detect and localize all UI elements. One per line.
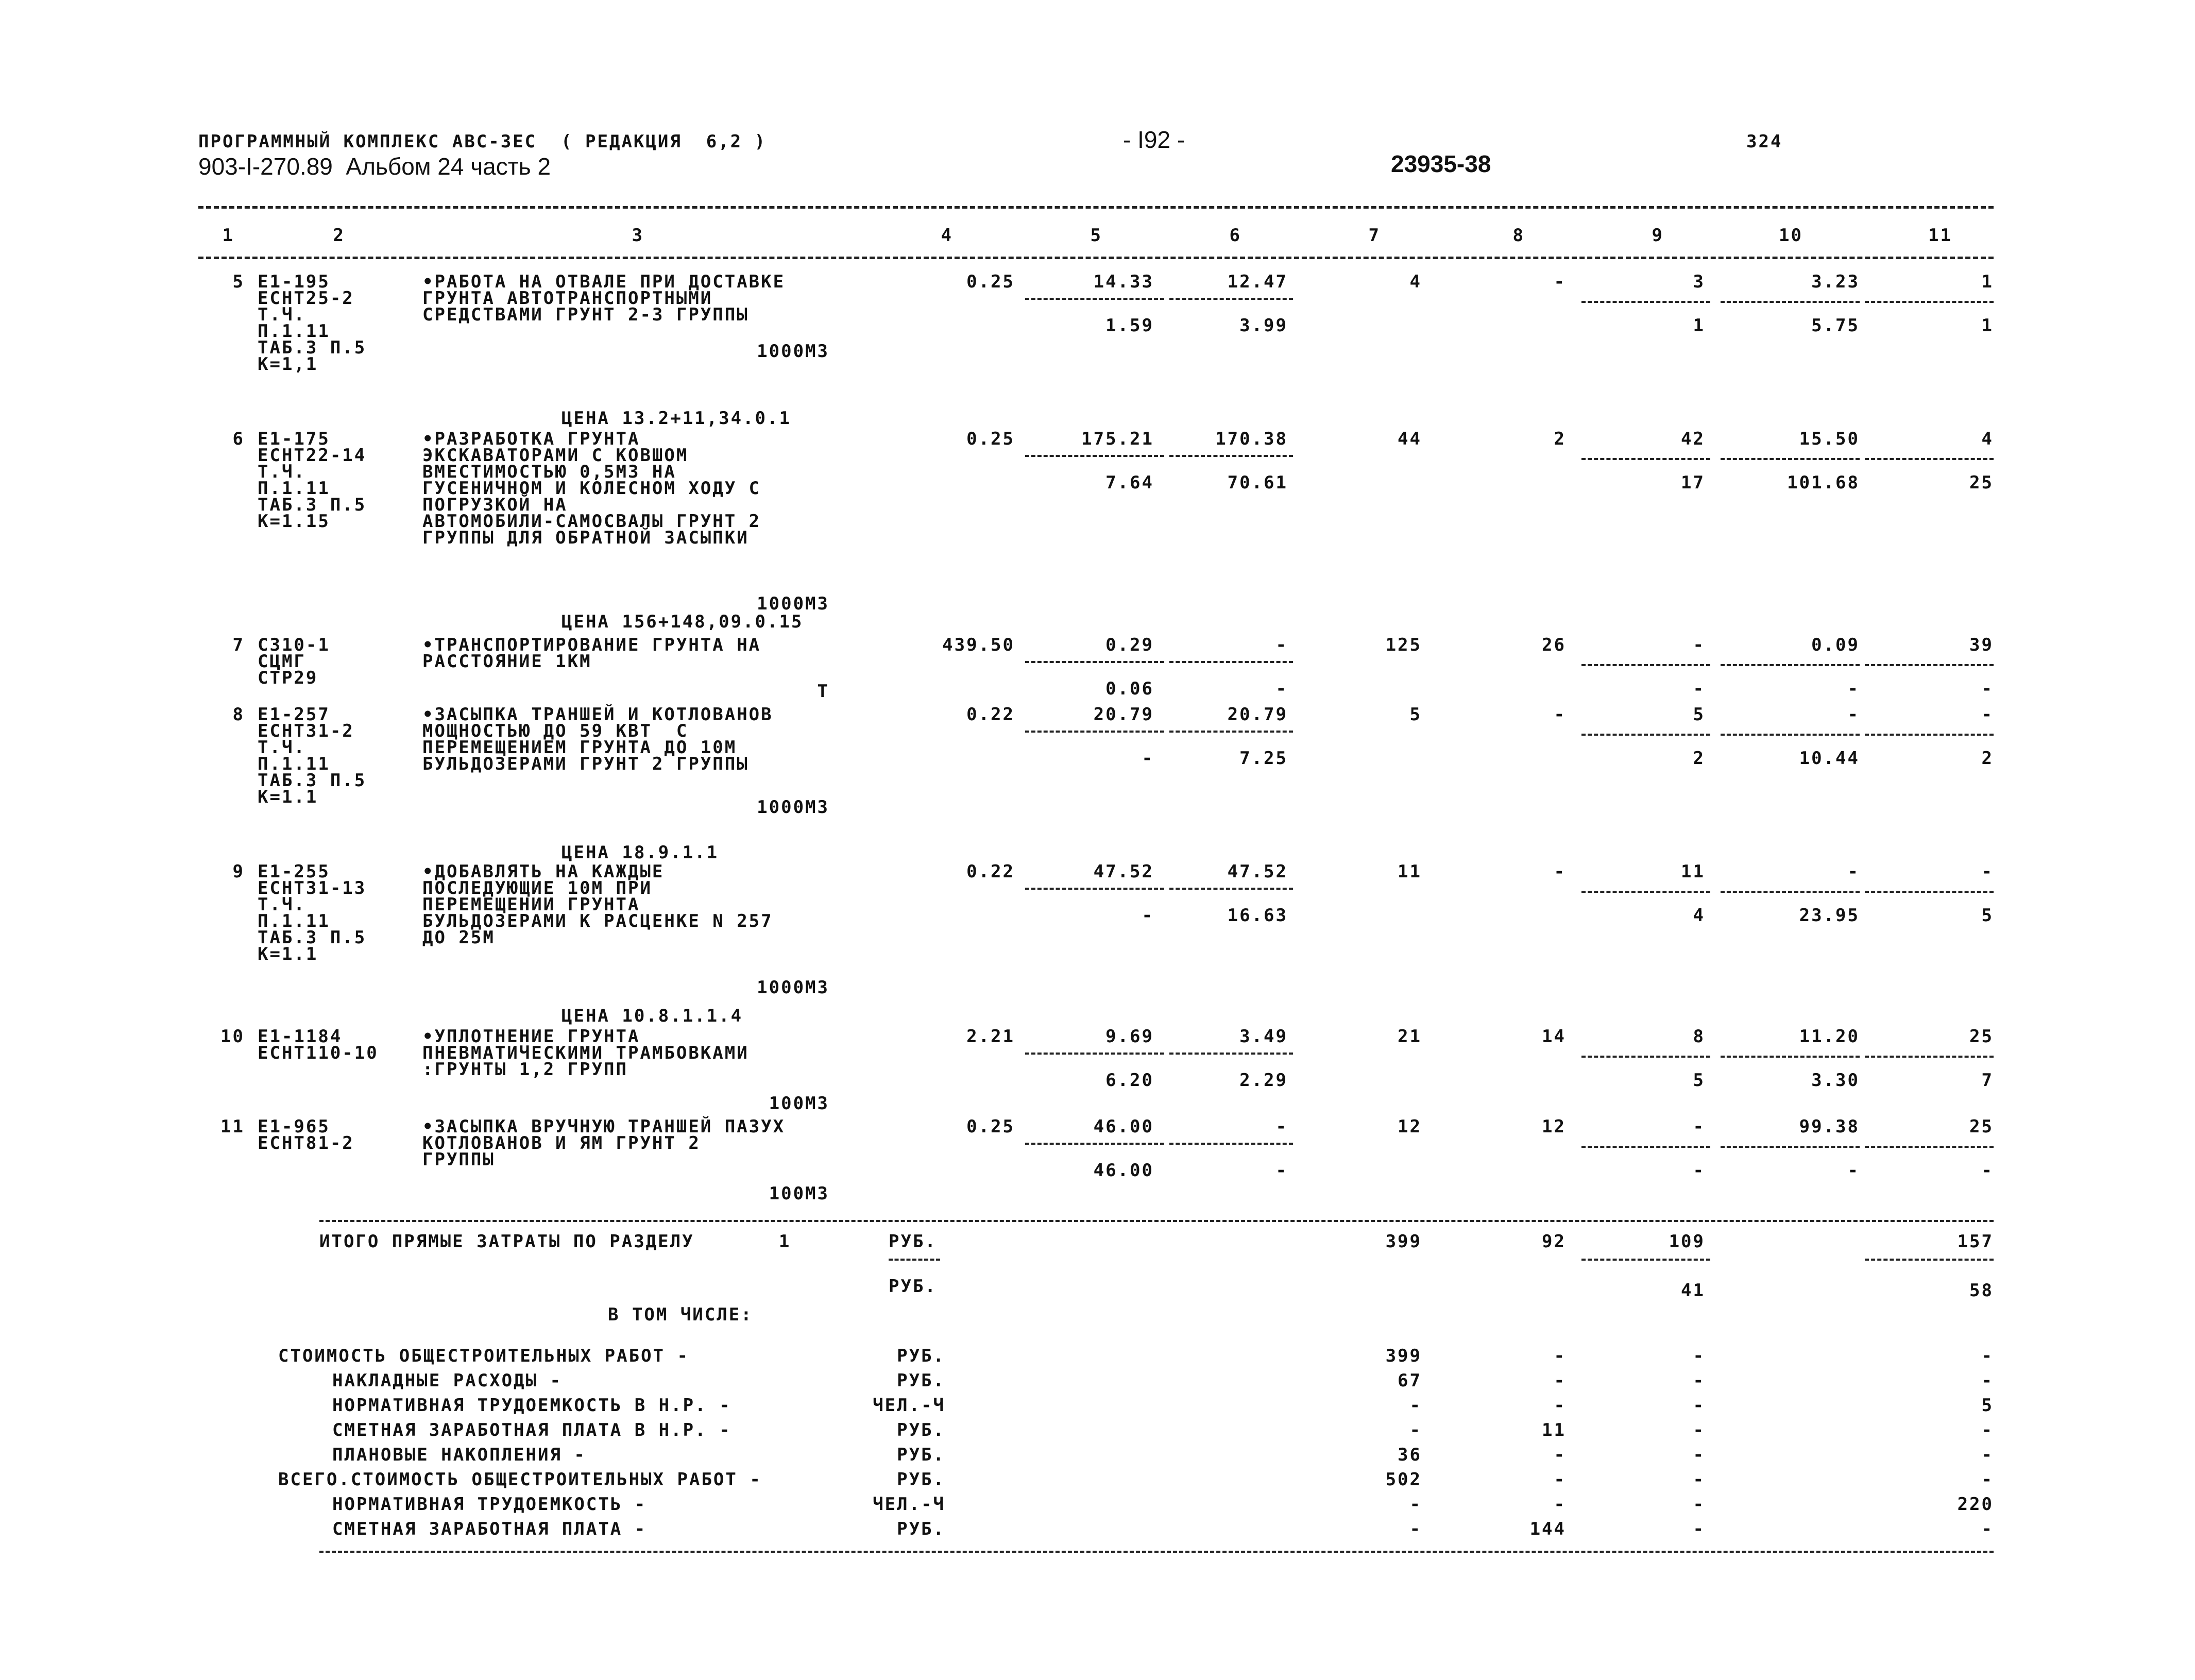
row-code-line: Е1-195	[258, 271, 330, 292]
row-c6-rule	[1169, 1143, 1293, 1145]
row-c4: 0.22	[966, 861, 1015, 882]
row-c10: 11.20	[1799, 1026, 1860, 1047]
row-c8: -	[1554, 704, 1566, 725]
row-c9-rule	[1581, 664, 1710, 666]
summary-c8: -	[1554, 1370, 1566, 1391]
row-description-line: МОЩНОСТЬЮ ДО 59 КВТ С	[422, 721, 689, 741]
row-number: 11	[220, 1116, 245, 1137]
summary-label: СМЕТНАЯ ЗАРАБОТНАЯ ПЛАТА В Н.Р. -	[332, 1420, 731, 1440]
column-header-4: 4	[941, 225, 953, 246]
row-c6: 12.47	[1227, 271, 1288, 292]
row-c6-rule	[1169, 298, 1293, 300]
row-code-line: ТАБ.3 П.5	[258, 927, 367, 948]
row-number: 5	[232, 271, 245, 292]
row-c10-second: -	[1847, 678, 1860, 699]
row-description-line: БУЛЬДОЗЕРАМИ К РАСЦЕНКЕ N 257	[422, 911, 773, 931]
row-code-line: ЕСНТ31-2	[258, 721, 354, 741]
row-c9-second: 17	[1681, 472, 1705, 493]
summary-c11: -	[1981, 1346, 1994, 1366]
row-c11: -	[1981, 861, 1994, 882]
row-code-line: ЕСНТ31-13	[258, 878, 367, 898]
row-c9-rule	[1581, 891, 1710, 893]
row-description-line: •ЗАСЫПКА ВРУЧНУЮ ТРАНШЕЙ ПАЗУХ	[422, 1116, 786, 1137]
row-c9: 42	[1681, 429, 1705, 449]
row-c11-rule	[1865, 1146, 1994, 1148]
page-number: - I92 -	[1123, 126, 1185, 153]
summary-c11: -	[1981, 1445, 1994, 1465]
row-number: 9	[232, 861, 245, 882]
row-c5-second: 46.00	[1093, 1160, 1154, 1181]
summary-label: НОРМАТИВНАЯ ТРУДОЕМКОСТЬ -	[332, 1494, 647, 1515]
row-c11-rule	[1865, 664, 1994, 666]
row-c10-rule	[1721, 1056, 1860, 1058]
row-c10: 99.38	[1799, 1116, 1860, 1137]
row-code-line: П.1.11	[258, 321, 330, 342]
row-c4: 0.25	[966, 271, 1015, 292]
row-description-line: ГРУППЫ ДЛЯ ОБРАТНОЙ ЗАСЫПКИ	[422, 528, 749, 548]
row-unit: Т	[817, 681, 829, 702]
row-c10-rule	[1721, 458, 1860, 460]
summary-c11: 5	[1981, 1395, 1994, 1416]
row-c11-second: -	[1981, 678, 1994, 699]
row-code-line: СТР29	[258, 668, 318, 688]
row-code-line: П.1.11	[258, 911, 330, 931]
row-c11-rule	[1865, 458, 1994, 460]
row-description-line: ГРУНТА АВТОТРАНСПОРТНЫМИ	[422, 288, 713, 309]
row-description-line: •УПЛОТНЕНИЕ ГРУНТА	[422, 1026, 640, 1047]
row-c6-second: 3.99	[1239, 315, 1288, 336]
row-c5: 46.00	[1093, 1116, 1154, 1137]
summary-c11: 220	[1957, 1494, 1994, 1515]
row-description-line: :ГРУНТЫ 1,2 ГРУПП	[422, 1059, 628, 1080]
row-description-line: ГУСЕНИЧНОМ И КОЛЕСНОМ ХОДУ С	[422, 478, 761, 499]
row-c7: 125	[1385, 635, 1422, 655]
summary-label: ПЛАНОВЫЕ НАКОПЛЕНИЯ -	[332, 1445, 586, 1465]
summary-unit: РУБ.	[897, 1420, 945, 1440]
summary-c7: 399	[1385, 1346, 1422, 1366]
row-price-note: ЦЕНА 13.2+11,34.0.1	[561, 408, 791, 429]
row-c4: 0.22	[966, 704, 1015, 725]
row-c9: 11	[1681, 861, 1705, 882]
summary-unit: РУБ.	[897, 1346, 945, 1366]
row-c8: -	[1554, 271, 1566, 292]
summary-unit: ЧЕЛ.-Ч	[873, 1494, 945, 1515]
summary-c9: -	[1693, 1519, 1705, 1539]
row-c8: 12	[1542, 1116, 1566, 1137]
row-c11-second: -	[1981, 1160, 1994, 1181]
row-unit: 1000М3	[757, 593, 829, 614]
row-number: 10	[220, 1026, 245, 1047]
row-code-line: ТАБ.3 П.5	[258, 337, 367, 358]
row-unit: 1000М3	[757, 977, 829, 998]
row-c5-rule	[1025, 661, 1164, 663]
row-c5-rule	[1025, 731, 1164, 733]
row-c10-rule	[1721, 891, 1860, 893]
row-code-line: ТАБ.3 П.5	[258, 495, 367, 515]
row-c10-rule	[1721, 301, 1860, 303]
row-c6-second: -	[1275, 678, 1288, 699]
totals-top-rule	[319, 1220, 1994, 1222]
row-description-line: •ЗАСЫПКА ТРАНШЕЙ И КОТЛОВАНОВ	[422, 704, 773, 725]
totals-unit-1: РУБ.	[889, 1231, 937, 1252]
row-price-note: ЦЕНА 10.8.1.1.4	[561, 1006, 743, 1026]
row-c10-rule	[1721, 1146, 1860, 1148]
row-c6-rule	[1169, 1053, 1293, 1055]
row-description-line: ГРУППЫ	[422, 1149, 495, 1170]
summary-unit: РУБ.	[897, 1469, 945, 1490]
header-bottom-rule	[198, 257, 1994, 259]
summary-label: СТОИМОСТЬ ОБЩЕСТРОИТЕЛЬНЫХ РАБОТ -	[278, 1346, 689, 1366]
row-c9: 8	[1693, 1026, 1705, 1047]
row-price-note: ЦЕНА 18.9.1.1	[561, 842, 719, 863]
row-number: 8	[232, 704, 245, 725]
row-c5-rule	[1025, 298, 1164, 300]
row-code-line: ЕСНТ110-10	[258, 1043, 379, 1063]
row-c9: -	[1693, 1116, 1705, 1137]
row-code-line: Е1-257	[258, 704, 330, 725]
row-c11-rule	[1865, 301, 1994, 303]
row-c10-rule	[1721, 734, 1860, 736]
column-header-5: 5	[1090, 225, 1102, 246]
summary-c7: 502	[1385, 1469, 1422, 1490]
totals-c8: 92	[1542, 1231, 1566, 1252]
row-c9-second: 1	[1693, 315, 1705, 336]
in-total-label: В ТОМ ЧИСЛЕ:	[608, 1304, 753, 1325]
column-header-9: 9	[1652, 225, 1664, 246]
column-header-2: 2	[333, 225, 345, 246]
row-code-line: ТАБ.3 П.5	[258, 770, 367, 791]
totals-c11-rule	[1865, 1259, 1994, 1261]
row-code-line: Е1-255	[258, 861, 330, 882]
row-c5-second: 0.06	[1105, 678, 1154, 699]
row-description-line: АВТОМОБИЛИ-САМОСВАЛЫ ГРУНТ 2	[422, 511, 761, 532]
row-code-line: ЕСНТ25-2	[258, 288, 354, 309]
row-c5-rule	[1025, 1053, 1164, 1055]
row-code-line: Т.Ч.	[258, 737, 306, 758]
totals-c9-rule	[1581, 1259, 1710, 1261]
document-number: 23935-38	[1391, 150, 1491, 177]
row-c11: 4	[1981, 429, 1994, 449]
row-c10: 3.23	[1811, 271, 1860, 292]
row-c11: 39	[1969, 635, 1994, 655]
totals-c9b: 41	[1681, 1280, 1705, 1301]
row-c10-second: -	[1847, 1160, 1860, 1181]
column-header-3: 3	[632, 225, 644, 246]
row-code-line: П.1.11	[258, 754, 330, 774]
summary-c9: -	[1693, 1494, 1705, 1515]
row-description-line: •РАБОТА НА ОТВАЛЕ ПРИ ДОСТАВКЕ	[422, 271, 786, 292]
row-c11-second: 2	[1981, 748, 1994, 769]
row-code-line: Е1-1184	[258, 1026, 343, 1047]
row-c10: -	[1847, 861, 1860, 882]
summary-c8: -	[1554, 1469, 1566, 1490]
program-title: ПРОГРАММНЫЙ КОМПЛЕКС АВС-ЗЕС ( РЕДАКЦИЯ 6,2 )	[198, 131, 767, 152]
summary-label: СМЕТНАЯ ЗАРАБОТНАЯ ПЛАТА -	[332, 1519, 647, 1539]
row-code-line: Т.Ч.	[258, 462, 306, 482]
row-c9-second: 5	[1693, 1070, 1705, 1091]
row-description-line: ПЕРЕМЕЩЕНИИ ГРУНТА	[422, 894, 640, 915]
row-c6-rule	[1169, 888, 1293, 890]
row-c10-second: 23.95	[1799, 905, 1860, 926]
row-description-line: ДО 25М	[422, 927, 495, 948]
totals-label: ИТОГО ПРЯМЫЕ ЗАТРАТЫ ПО РАЗДЕЛУ 1	[319, 1231, 791, 1252]
row-description-line: ПЕРЕМЕЩЕНИЕМ ГРУНТА ДО 10М	[422, 737, 737, 758]
row-c11-rule	[1865, 891, 1994, 893]
totals-unit-2: РУБ.	[889, 1276, 937, 1297]
summary-c9: -	[1693, 1420, 1705, 1440]
row-c9-rule	[1581, 1146, 1710, 1148]
row-c9: -	[1693, 635, 1705, 655]
row-c5-second: -	[1142, 748, 1154, 769]
row-c9-rule	[1581, 734, 1710, 736]
summary-c11: -	[1981, 1370, 1994, 1391]
column-header-1: 1	[222, 225, 234, 246]
row-c4: 2.21	[966, 1026, 1015, 1047]
summary-c9: -	[1693, 1445, 1705, 1465]
row-description-line: КОТЛОВАНОВ И ЯМ ГРУНТ 2	[422, 1133, 701, 1153]
summary-unit: ЧЕЛ.-Ч	[873, 1395, 945, 1416]
row-description-line: •РАЗРАБОТКА ГРУНТА	[422, 429, 640, 449]
row-c6: 47.52	[1227, 861, 1288, 882]
row-description-line: ПОСЛЕДУЮЩИЕ 10М ПРИ	[422, 878, 652, 898]
summary-c11: -	[1981, 1519, 1994, 1539]
row-c6: -	[1275, 1116, 1288, 1137]
row-c10-second: 5.75	[1811, 315, 1860, 336]
row-description-line: ПНЕВМАТИЧЕСКИМИ ТРАМБОВКАМИ	[422, 1043, 749, 1063]
totals-c7: 399	[1385, 1231, 1422, 1252]
summary-c8: -	[1554, 1494, 1566, 1515]
summary-label: ВСЕГО.СТОИМОСТЬ ОБЩЕСТРОИТЕЛЬНЫХ РАБОТ -	[278, 1469, 762, 1490]
row-c7: 5	[1409, 704, 1422, 725]
summary-c7: -	[1409, 1395, 1422, 1416]
summary-label: НАКЛАДНЫЕ РАСХОДЫ -	[332, 1370, 562, 1391]
summary-c9: -	[1693, 1469, 1705, 1490]
row-code-line: К=1.1	[258, 944, 318, 964]
summary-c9: -	[1693, 1395, 1705, 1416]
row-c5: 175.21	[1081, 429, 1154, 449]
row-c9-rule	[1581, 458, 1710, 460]
row-c5: 14.33	[1093, 271, 1154, 292]
album-reference: 903-I-270.89 Альбом 24 часть 2	[198, 153, 551, 180]
row-price-note: ЦЕНА 156+148,09.0.15	[561, 612, 804, 632]
row-c5-second: 7.64	[1105, 472, 1154, 493]
row-c10: 0.09	[1811, 635, 1860, 655]
row-unit: 1000М3	[757, 341, 829, 362]
row-c6: 3.49	[1239, 1026, 1288, 1047]
summary-c9: -	[1693, 1346, 1705, 1366]
totals-unit-rule	[889, 1259, 940, 1261]
row-c10-second: 10.44	[1799, 748, 1860, 769]
row-c9-second: -	[1693, 678, 1705, 699]
row-c7: 12	[1398, 1116, 1422, 1137]
row-c11-second: 7	[1981, 1070, 1994, 1091]
row-number: 6	[232, 429, 245, 449]
totals-c11b: 58	[1969, 1280, 1994, 1301]
row-c5-second: -	[1142, 905, 1154, 926]
row-c9: 3	[1693, 271, 1705, 292]
row-unit: 1000М3	[757, 797, 829, 818]
row-c10-rule	[1721, 664, 1860, 666]
row-c4: 0.25	[966, 429, 1015, 449]
row-code-line: К=1,1	[258, 354, 318, 375]
summary-c8: -	[1554, 1395, 1566, 1416]
row-c9-second: 2	[1693, 748, 1705, 769]
row-c7: 11	[1398, 861, 1422, 882]
row-c11-rule	[1865, 1056, 1994, 1058]
row-c5-second: 1.59	[1105, 315, 1154, 336]
row-c11: 25	[1969, 1116, 1994, 1137]
row-description-line: •ТРАНСПОРТИРОВАНИЕ ГРУНТА НА	[422, 635, 761, 655]
row-c11-rule	[1865, 734, 1994, 736]
row-c5-rule	[1025, 455, 1164, 457]
row-c9-rule	[1581, 1056, 1710, 1058]
row-code-line: С310-1	[258, 635, 330, 655]
summary-c8: 144	[1529, 1519, 1566, 1539]
row-description-line: СРЕДСТВАМИ ГРУНТ 2-3 ГРУППЫ	[422, 304, 749, 325]
row-c6: -	[1275, 635, 1288, 655]
summary-c8: 11	[1542, 1420, 1566, 1440]
column-header-7: 7	[1368, 225, 1381, 246]
column-header-11: 11	[1928, 225, 1952, 246]
row-c5-rule	[1025, 888, 1164, 890]
row-code-line: П.1.11	[258, 478, 330, 499]
row-description-line: РАССТОЯНИЕ 1КМ	[422, 651, 592, 672]
totals-c11: 157	[1957, 1231, 1994, 1252]
row-c11-second: 1	[1981, 315, 1994, 336]
summary-c7: -	[1409, 1519, 1422, 1539]
summary-label: НОРМАТИВНАЯ ТРУДОЕМКОСТЬ В Н.Р. -	[332, 1395, 731, 1416]
column-header-6: 6	[1229, 225, 1241, 246]
row-c10: -	[1847, 704, 1860, 725]
row-code-line: К=1.1	[258, 787, 318, 807]
summary-unit: РУБ.	[897, 1370, 945, 1391]
column-header-8: 8	[1512, 225, 1525, 246]
summary-c7: 67	[1398, 1370, 1422, 1391]
row-code-line: ЕСНТ81-2	[258, 1133, 354, 1153]
row-c8: 26	[1542, 635, 1566, 655]
row-c9: 5	[1693, 704, 1705, 725]
row-c6-second: 7.25	[1239, 748, 1288, 769]
row-c9-second: -	[1693, 1160, 1705, 1181]
summary-c8: -	[1554, 1346, 1566, 1366]
summary-c8: -	[1554, 1445, 1566, 1465]
summary-c11: -	[1981, 1469, 1994, 1490]
column-header-10: 10	[1779, 225, 1803, 246]
row-code-line: Т.Ч.	[258, 304, 306, 325]
row-code-line: Т.Ч.	[258, 894, 306, 915]
row-c5-second: 6.20	[1105, 1070, 1154, 1091]
row-c11-second: 25	[1969, 472, 1994, 493]
summary-unit: РУБ.	[897, 1519, 945, 1539]
row-code-line: ЕСНТ22-14	[258, 445, 367, 466]
row-c11: 1	[1981, 271, 1994, 292]
row-description-line: БУЛЬДОЗЕРАМИ ГРУНТ 2 ГРУППЫ	[422, 754, 749, 774]
row-unit: 100М3	[769, 1183, 829, 1204]
row-c11-second: 5	[1981, 905, 1994, 926]
row-description-line: •ДОБАВЛЯТЬ НА КАЖДЫЕ	[422, 861, 665, 882]
totals-c9: 109	[1669, 1231, 1705, 1252]
row-c6-rule	[1169, 455, 1293, 457]
row-c6-second: 16.63	[1227, 905, 1288, 926]
row-c6-second: 70.61	[1227, 472, 1288, 493]
summary-c7: -	[1409, 1494, 1422, 1515]
summary-c7: -	[1409, 1420, 1422, 1440]
row-c10: 15.50	[1799, 429, 1860, 449]
row-code-line: Е1-965	[258, 1116, 330, 1137]
summary-unit: РУБ.	[897, 1445, 945, 1465]
row-c5-rule	[1025, 1143, 1164, 1145]
row-number: 7	[232, 635, 245, 655]
row-c6-second: 2.29	[1239, 1070, 1288, 1091]
row-c6: 20.79	[1227, 704, 1288, 725]
row-c4: 439.50	[942, 635, 1015, 655]
row-unit: 100М3	[769, 1093, 829, 1114]
row-c6: 170.38	[1215, 429, 1288, 449]
row-description-line: ЭКСКАВАТОРАМИ С КОВШОМ	[422, 445, 689, 466]
summary-c9: -	[1693, 1370, 1705, 1391]
row-c8: 2	[1554, 429, 1566, 449]
row-c8: 14	[1542, 1026, 1566, 1047]
row-c6-rule	[1169, 661, 1293, 663]
row-c7: 44	[1398, 429, 1422, 449]
row-c10-second: 3.30	[1811, 1070, 1860, 1091]
row-code-line: К=1.15	[258, 511, 330, 532]
row-c5: 9.69	[1105, 1026, 1154, 1047]
row-c7: 21	[1398, 1026, 1422, 1047]
row-code-line: СЦМГ	[258, 651, 306, 672]
row-c6-rule	[1169, 731, 1293, 733]
row-c5: 47.52	[1093, 861, 1154, 882]
row-code-line: Е1-175	[258, 429, 330, 449]
bottom-rule	[319, 1551, 1994, 1553]
row-c4: 0.25	[966, 1116, 1015, 1137]
row-c7: 4	[1409, 271, 1422, 292]
sheet-number: 324	[1746, 131, 1783, 152]
row-description-line: ПОГРУЗКОЙ НА	[422, 495, 568, 515]
row-c11: 25	[1969, 1026, 1994, 1047]
row-c5: 0.29	[1105, 635, 1154, 655]
row-c11: -	[1981, 704, 1994, 725]
row-c5: 20.79	[1093, 704, 1154, 725]
row-c9-rule	[1581, 301, 1710, 303]
summary-c11: -	[1981, 1420, 1994, 1440]
row-c10-second: 101.68	[1787, 472, 1860, 493]
header-top-rule	[198, 206, 1994, 209]
row-c9-second: 4	[1693, 905, 1705, 926]
summary-c7: 36	[1398, 1445, 1422, 1465]
row-description-line: ВМЕСТИМОСТЬЮ 0,5М3 НА	[422, 462, 676, 482]
row-c6-second: -	[1275, 1160, 1288, 1181]
row-c8: -	[1554, 861, 1566, 882]
